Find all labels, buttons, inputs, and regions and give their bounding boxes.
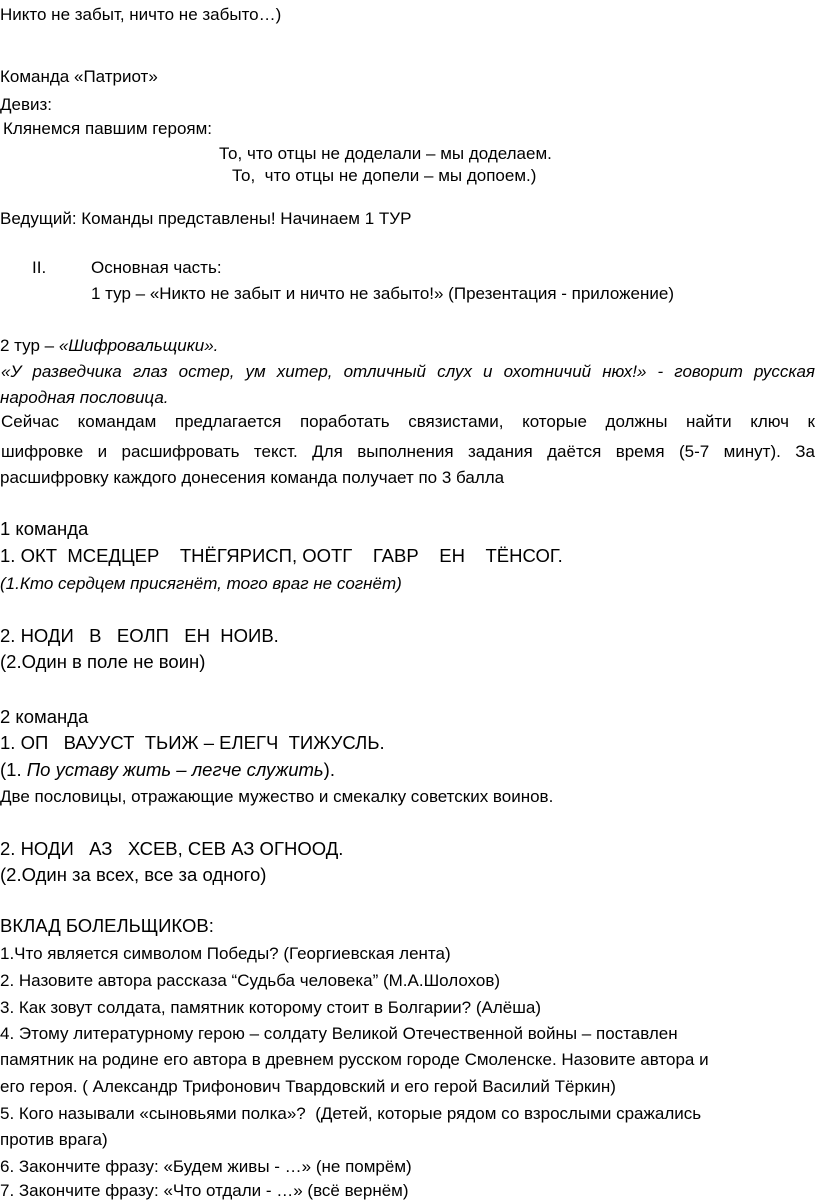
fans-question-4-line-1: 4. Этому литературному герою – солдату Великой Отечественной войны – поставлен (0, 1024, 678, 1043)
fans-question-7: 7. Закончите фразу: «Что отдали - …» (всё вернём) (0, 1181, 409, 1200)
host-text: Команды представлены! Начинаем 1 ТУР (76, 209, 412, 228)
tour-1-line: 1 тур – «Никто не забыт и ничто не забыто!» (Презентация - приложение) (91, 284, 674, 303)
team-2-label: 2 команда (0, 706, 89, 727)
section-heading: Основная часть: (91, 258, 222, 277)
fans-question-4-line-3: его героя. ( Александр Трифонович Твардовский и его герой Василий Тёркин) (0, 1077, 616, 1096)
title-line: Никто не забыт, ничто не забыто…) (0, 5, 282, 24)
team-2-answer-1-open: (1. (0, 759, 27, 780)
motto-line-3: То, что отцы не допели – мы допоем.) (232, 166, 537, 185)
fans-question-4-line-2: памятник на родине его автора в древнем русском городе Смоленске. Назовите автора и (0, 1050, 709, 1069)
fans-question-6: 6. Закончите фразу: «Будем живы - …» (не помрём) (0, 1157, 412, 1176)
team-2-cipher-2: 2. НОДИ АЗ ХСЕВ, СЕВ АЗ ОГНООД. (0, 838, 344, 859)
team-2-answer-2-open: (2. (0, 864, 22, 885)
team-2-answer-2-text: Один за всех, все за одного (21, 864, 261, 885)
task-line-1: Сейчас командам предлагается поработать связистами, которые должны найти ключ к (1, 412, 815, 431)
team-2-answer-1-close: ). (323, 759, 335, 780)
section-number: II. (32, 258, 47, 277)
team-2-note: Две пословицы, отражающие мужество и смекалку советских воинов. (0, 787, 554, 806)
team-1-answer-2: (2.Один в поле не воин) (0, 651, 206, 672)
team-1-label: 1 команда (0, 518, 89, 539)
team-2-answer-2-close: ) (260, 864, 267, 885)
motto-line-2: То, что отцы не доделали – мы доделаем. (219, 144, 552, 163)
team-2-cipher-1: 1. ОП ВАУУСТ ТЬИЖ – ЕЛЕГЧ ТИЖУСЛЬ. (0, 732, 385, 753)
tour-2-prefix: 2 тур – (0, 336, 59, 355)
team-2-answer-2 (0, 864, 266, 886)
proverb-line-2: народная пословица. (0, 388, 169, 407)
task-line-3: расшифровку каждого донесения команда получает по 3 балла (0, 468, 505, 487)
fans-question-3: 3. Как зовут солдата, памятник которому стоит в Болгарии? (Алёша) (0, 998, 541, 1017)
task-line-2: шифровке и расшифровать текст. Для выполнения задания даётся время (5-7 минут). За (1, 442, 815, 461)
host-line (0, 208, 411, 230)
tour-2-title: «Шифровальщики». (58, 336, 219, 355)
motto-label: Девиз: (0, 95, 53, 114)
team-1-cipher-1: 1. ОКТ МСЕДЦЕР ТНЁГЯРИСП, ООТГ ГАВР ЕН ТЁНСОГ. (0, 545, 563, 566)
team-2-answer-1-text: По уставу жить – легче служить (26, 759, 324, 780)
fans-question-1: 1.Что является символом Победы? (Георгиевская лента) (0, 944, 451, 963)
fans-question-2: 2. Назовите автора рассказа “Судьба человека” (М.А.Шолохов) (0, 971, 501, 990)
motto-line-1: Клянемся павшим героям: (3, 119, 213, 138)
team-1-answer-1: (1.Кто сердцем присягнёт, того враг не согнёт) (0, 574, 402, 593)
team-1-cipher-2: 2. НОДИ В ЕОЛП ЕН НОИВ. (0, 625, 279, 646)
fans-question-5-line-1: 5. Кого называли «сыновьями полка»? (Детей, которые рядом со взрослыми сражались (0, 1104, 702, 1123)
proverb-line-1: «У разведчика глаз остер, ум хитер, отличный слух и охотничий нюх!» - говорит русская (1, 362, 815, 381)
tour-2-heading (0, 335, 218, 357)
fans-heading: ВКЛАД БОЛЕЛЬЩИКОВ: (0, 915, 214, 936)
host-label: Ведущий: (0, 209, 77, 228)
team-2-answer-1 (0, 759, 335, 781)
team-name: Команда «Патриот» (0, 67, 158, 86)
fans-question-5-line-2: против врага) (0, 1130, 108, 1149)
